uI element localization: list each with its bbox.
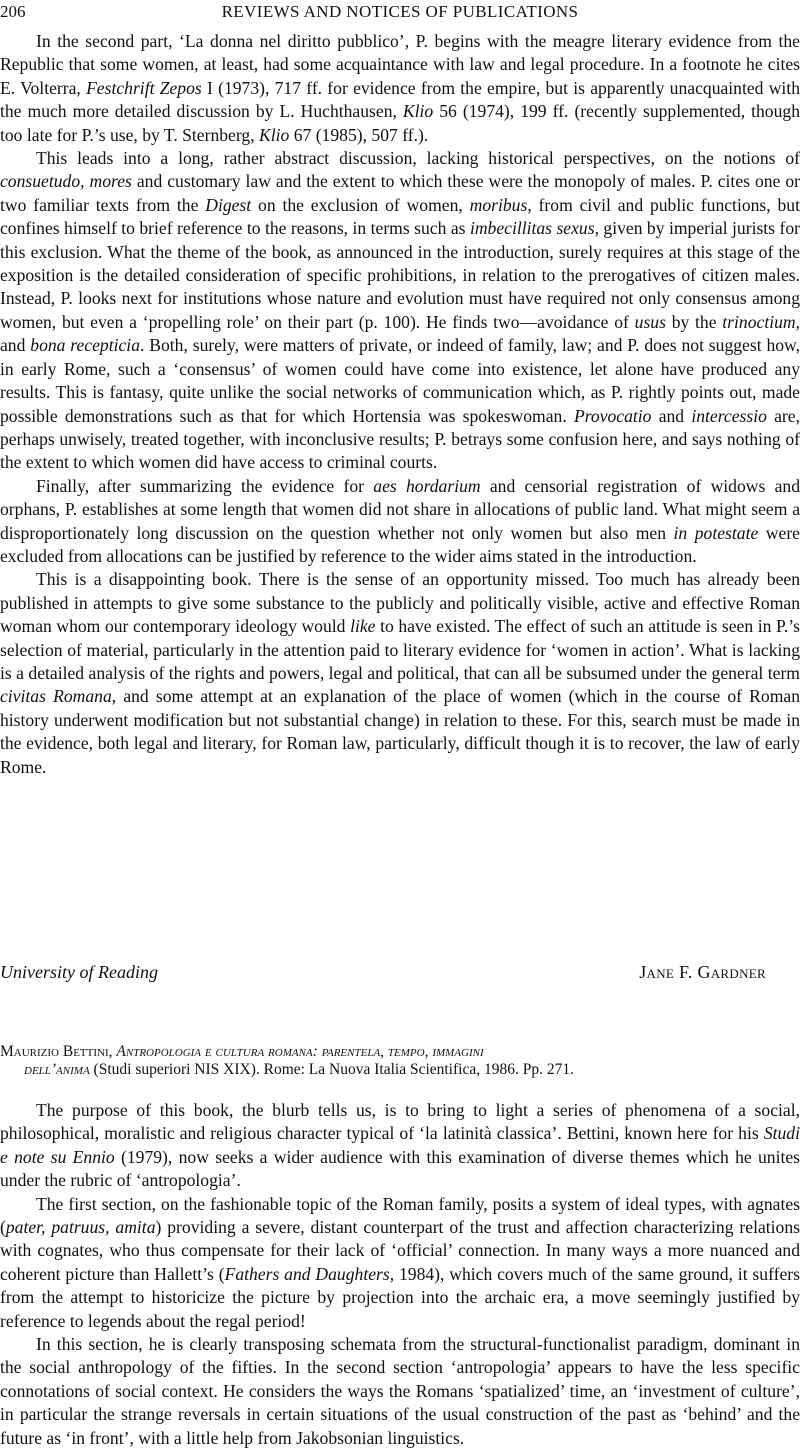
running-title: REVIEWS AND NOTICES OF PUBLICATIONS	[221, 2, 579, 21]
paragraph-first-section: The first section, on the fashionable topic of the Roman family, posits a system of ideal types, with agnates (pater, patruus, amita) providing a severe, distant counterpart of the trust and affection characterizing relations with cognates, who thus compensate for their lack of ‘official’ connection. In many ways a more nuanced and coherent picture than Hallett’s (Fathers and Daughters, 1984), which covers much of the same ground, it suffers from the attempt to historicize the picture by projection into the archaic era, a move seemingly justified by reference to legends about the regal period!	[0, 1193, 800, 1331]
paragraph-purpose: The purpose of this book, the blurb tells us, is to bring to light a series of phenomena of a social, philosophical, moralistic and religious character typical of ‘la latinità classica’. Bettini, known here for his Studi e note su Ennio (1979), now seeks a wider audience with this examination of diverse themes which he unites under the rubric of ‘antropologia’.	[0, 1100, 800, 1191]
review-body	[0, 30, 800, 779]
reviewer-affiliation: University of Reading	[0, 962, 158, 982]
book-citation-heading	[0, 1043, 800, 1079]
book-publication-details: (Studi superiori NIS XIX). Rome: La Nuova Italia Scientifica, 1986. Pp. 271.	[89, 1061, 574, 1078]
paragraph-customary-law: This leads into a long, rather abstract discussion, lacking historical perspectives, on the notions of consuetudo, mores and customary law and the extent to which these were the monopoly of males. P. cites one or two familiar texts from the Digest on the exclusion of women, moribus, from civil and public functions, but confines himself to brief reference to the reasons, in terms such as imbecillitas sexus, given by imperial jurists for this exclusion. What the theme of the book, as announced in the introduction, surely requires at this stage of the exposition is the detailed consideration of specific prohibitions, in relation to the prerogatives of citizen males. Instead, P. looks next for institutions whose nature and evolution must have required not only consensus among women, but even a ‘propelling role’ on their part (p. 100). He finds two—avoidance of usus by the trinoctium, and bona recepticia. Both, surely, were matters of private, or indeed of family, law; and P. does not suggest how, in early Rome, such a ‘consensus’ of women could have come into existence, let alone have produced any results. This is fantasy, quite unlike the social networks of communication which, as P. rightly points out, made possible demonstrations such as that for which Hortensia was spokeswoman. Provocatio and intercessio are, perhaps unwisely, treated together, with inconclusive results; P. betrays some confusion here, and says nothing of the extent to which women did have access to criminal courts.	[0, 148, 800, 473]
book-title-line-1: Antropologia e cultura romana: parentela, tempo, immagini	[116, 1043, 484, 1060]
book-title-line-2-wrapper	[0, 1061, 800, 1079]
paragraph-conclusion: This is a disappointing book. There is the sense of an opportunity missed. Too much has already been published in attempts to give some substance to the publicly and politically visible, active and effective Roman woman whom our contemporary ideology would like to have existed. The effect of such an attitude is seen in P.’s selection of material, particularly in the attention paid to literary evidence for ‘women in action’. What is lacking is a detailed analysis of the rights and powers, legal and political, that can all be subsumed under the general term civitas Romana, and some attempt at an explanation of the place of women (which in the course of Roman history underwent modification but not substantial change) in relation to these. For this, search must be made in the evidence, both legal and literary, for Roman law, particularly, difficult though it is to recover, the law of early Rome.	[0, 569, 800, 777]
reviewer-name: Jane F. Gardner	[639, 962, 766, 982]
review-signature	[0, 960, 800, 986]
paragraph-this-section: In this section, he is clearly transposing schemata from the structural-functionalist paradigm, dominant in the social anthropology of the fifties. In the second section ‘antropologia’ appears to have the less specific connotations of social context. He considers the ways the Romans ‘spatialized’ time, an ‘investment of culture’, in particular the strange reversals in certain situations of the usual construction of the past as ‘behind’ and the future as ‘in front’, with a little help from Jakobsonian linguistics.	[0, 1334, 800, 1448]
book-author: Maurizio Bettini,	[0, 1043, 113, 1060]
page-number: 206	[0, 2, 26, 21]
running-head	[0, 2, 800, 24]
second-review-body	[0, 1099, 800, 1450]
paragraph-second-part: In the second part, ‘La donna nel diritto pubblico’, P. begins with the meagre literary evidence from the Republic that some women, at least, had some acquaintance with law and legal procedure. In a footnote he cites E. Volterra, Festchrift Zepos I (1973), 717 ff. for evidence from the empire, but is apparently unacquainted with the much more detailed discussion by L. Huchthausen, Klio 56 (1974), 199 ff. (recently supplemented, though too late for P.’s use, by T. Sternberg, Klio 67 (1985), 507 ff.).	[0, 31, 800, 145]
paragraph-finally: Finally, after summarizing the evidence for aes hordarium and censorial registration of widows and orphans, P. establishes at some length that women did not share in allocations of public land. What might seem a disproportionately long discussion on the question whether not only women but also men in potestate were excluded from allocations can be justified by reference to the wider aims stated in the introduction.	[0, 475, 800, 566]
book-title-line-2: dell’anima	[24, 1061, 90, 1078]
